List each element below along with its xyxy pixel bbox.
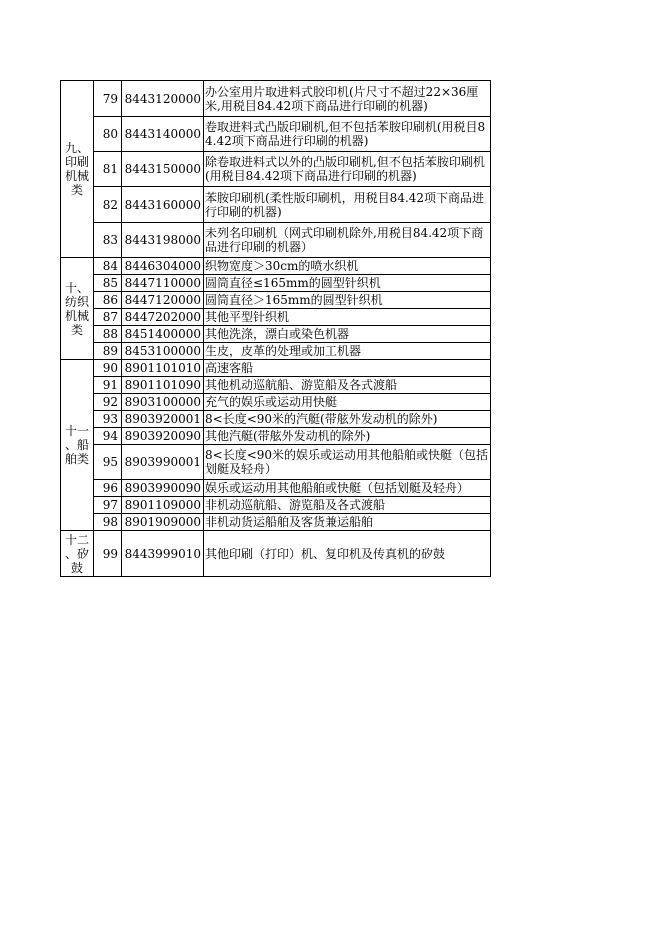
description-text: 生皮，皮革的处理或加工机器 [205, 344, 362, 358]
hs-code-cell [122, 360, 204, 377]
row-number-text: 95 [102, 455, 118, 469]
category-cell: 十、 纺织 机械 类 [61, 258, 94, 360]
table-row [61, 377, 491, 394]
hs-code-cell [122, 445, 204, 480]
description-text: 其他汽艇(带舷外发动机的除外) [205, 429, 371, 443]
row-number-text: 85 [102, 276, 118, 290]
row-number-text: 99 [102, 546, 118, 561]
hs-code-text: 8443160000 [124, 197, 201, 212]
table-row [61, 514, 491, 531]
table-row [61, 360, 491, 377]
description-cell [204, 223, 491, 258]
row-number-text: 96 [102, 481, 118, 495]
description-text: 苯胺印刷机(柔性版印刷机，用税目84.42项下商品进行印刷的机器) [205, 190, 485, 219]
hs-code-cell [122, 531, 204, 577]
description-text: 办公室用片取进料式胶印机(片尺寸不超过22×36厘米,用税目84.42项下商品进行印刷的机器) [205, 84, 479, 113]
hs-code-cell [122, 343, 204, 360]
row-number-cell [94, 343, 122, 360]
description-cell [204, 428, 491, 445]
row-number-cell [94, 480, 122, 497]
description-cell [204, 81, 491, 117]
description-cell [204, 377, 491, 394]
description-text: 其他洗涤，漂白或染色机器 [205, 327, 350, 341]
row-number-text: 87 [102, 310, 118, 324]
row-number-text: 82 [102, 197, 118, 212]
row-number-cell [94, 531, 122, 577]
hs-code-text: 8446304000 [124, 259, 201, 273]
row-number-cell [94, 497, 122, 514]
hs-code-text: 8901909000 [124, 515, 201, 529]
description-cell [204, 292, 491, 309]
table-row [61, 326, 491, 343]
table-row [61, 428, 491, 445]
hs-code-cell [122, 497, 204, 514]
hs-code-text: 8443999010 [124, 546, 201, 561]
hs-code-text: 8443120000 [124, 91, 201, 106]
table-row [61, 258, 491, 275]
hs-code-cell [122, 223, 204, 258]
table-row [61, 223, 491, 258]
hs-code-cell [122, 258, 204, 275]
row-number-text: 86 [102, 293, 118, 307]
description-cell [204, 360, 491, 377]
description-text: 8<长度<90米的汽艇(带舷外发动机的除外) [205, 412, 438, 426]
description-text: 高速客船 [205, 361, 254, 375]
hs-code-text: 8901109000 [124, 498, 201, 512]
hs-code-cell [122, 377, 204, 394]
row-number-text: 91 [102, 378, 118, 392]
row-number-text: 94 [102, 429, 118, 443]
description-cell [204, 497, 491, 514]
hs-code-text: 8901101010 [124, 361, 201, 375]
row-number-cell [94, 81, 122, 117]
hs-code-text: 8447202000 [124, 310, 201, 324]
description-cell [204, 117, 491, 152]
table-row [61, 445, 491, 480]
row-number-cell [94, 309, 122, 326]
table-row [61, 275, 491, 292]
description-text: 织物宽度＞30cm的喷水织机 [205, 259, 359, 273]
row-number-text: 97 [102, 498, 118, 512]
hs-code-text: 8453100000 [124, 344, 201, 358]
table-row [61, 117, 491, 152]
description-text: 非机动货运船舶及客货兼运船舶 [205, 515, 374, 529]
row-number-text: 79 [102, 91, 118, 106]
description-text: 其他印刷（打印）机、复印机及传真机的矽鼓 [205, 546, 446, 561]
row-number-cell [94, 117, 122, 152]
description-text: 娱乐或运动用其他船舶或快艇（包括划艇及轻舟） [205, 481, 470, 495]
description-text: 未列名印刷机（网式印刷机除外,用税目84.42项下商品进行印刷的机器） [205, 226, 484, 254]
table-row [61, 411, 491, 428]
hs-code-text: 8451400000 [124, 327, 201, 341]
description-text: 8<长度<90米的娱乐或运动用其他船舶或快艇（包括划艇及轻舟） [205, 448, 489, 476]
row-number-cell [94, 394, 122, 411]
tariff-table [60, 80, 491, 577]
description-cell [204, 343, 491, 360]
description-cell [204, 326, 491, 343]
description-text: 其他机动巡航船、游览船及各式渡船 [205, 378, 398, 392]
hs-code-cell [122, 117, 204, 152]
description-text: 圆筒直径≤165mm的圆型针织机 [205, 276, 381, 290]
description-cell [204, 445, 491, 480]
hs-code-cell [122, 411, 204, 428]
row-number-cell [94, 223, 122, 258]
hs-code-cell [122, 514, 204, 531]
hs-code-cell [122, 326, 204, 343]
table-row [61, 309, 491, 326]
description-text: 非机动巡航船、游览船及各式渡船 [205, 498, 386, 512]
row-number-text: 89 [102, 344, 118, 358]
hs-code-cell [122, 480, 204, 497]
description-cell [204, 187, 491, 223]
row-number-cell [94, 152, 122, 187]
hs-code-text: 8447120000 [124, 293, 201, 307]
hs-code-cell [122, 292, 204, 309]
tariff-table-body [61, 81, 491, 577]
category-cell: 十一 、船 舶类 [61, 360, 94, 531]
row-number-cell [94, 187, 122, 223]
description-text: 卷取进料式凸版印刷机,但不包括苯胺印刷机(用税目84.42项下商品进行印刷的机器) [205, 120, 486, 148]
table-row [61, 497, 491, 514]
hs-code-cell [122, 428, 204, 445]
description-cell [204, 309, 491, 326]
table-row [61, 343, 491, 360]
hs-code-cell [122, 394, 204, 411]
table-row [61, 81, 491, 117]
description-cell [204, 275, 491, 292]
hs-code-text: 8903100000 [124, 395, 201, 409]
row-number-text: 80 [102, 127, 118, 141]
row-number-cell [94, 275, 122, 292]
table-row [61, 394, 491, 411]
table-row [61, 187, 491, 223]
description-text: 其他平型针织机 [205, 310, 290, 324]
row-number-cell [94, 326, 122, 343]
category-cell: 十二 、矽 鼓 [61, 531, 94, 577]
row-number-cell [94, 514, 122, 531]
hs-code-cell [122, 309, 204, 326]
hs-code-text: 8903990001 [124, 455, 201, 469]
row-number-text: 83 [102, 233, 118, 247]
hs-code-cell [122, 152, 204, 187]
row-number-cell [94, 377, 122, 394]
hs-code-text: 8443150000 [124, 162, 201, 176]
table-row [61, 292, 491, 309]
hs-code-text: 8443140000 [124, 127, 201, 141]
row-number-text: 84 [102, 259, 118, 273]
hs-code-text: 8903990090 [124, 481, 201, 495]
row-number-cell [94, 411, 122, 428]
description-cell [204, 411, 491, 428]
hs-code-cell [122, 275, 204, 292]
table-row [61, 152, 491, 187]
description-text: 除卷取进料式以外的凸版印刷机,但不包括苯胺印刷机(用税目84.42项下商品进行印刷的机器) [205, 155, 485, 183]
row-number-text: 98 [102, 515, 118, 529]
hs-code-cell [122, 187, 204, 223]
hs-code-text: 8903920090 [124, 429, 201, 443]
hs-code-text: 8443198000 [124, 233, 201, 247]
row-number-text: 88 [102, 327, 118, 341]
row-number-cell [94, 258, 122, 275]
hs-code-cell [122, 81, 204, 117]
hs-code-text: 8903920001 [124, 412, 201, 426]
description-cell [204, 258, 491, 275]
description-cell [204, 480, 491, 497]
description-cell [204, 394, 491, 411]
table-row [61, 480, 491, 497]
category-cell: 九、 印刷 机械 类 [61, 81, 94, 258]
row-number-cell [94, 445, 122, 480]
hs-code-text: 8447110000 [124, 276, 201, 290]
description-cell [204, 152, 491, 187]
description-text: 充气的娱乐或运动用快艇 [205, 395, 338, 409]
description-cell [204, 531, 491, 577]
row-number-cell [94, 360, 122, 377]
row-number-text: 90 [102, 361, 118, 375]
description-cell [204, 514, 491, 531]
description-text: 圆筒直径＞165mm的圆型针织机 [205, 293, 383, 307]
row-number-text: 93 [102, 412, 118, 426]
row-number-text: 92 [102, 395, 118, 409]
row-number-text: 81 [102, 162, 118, 176]
row-number-cell [94, 428, 122, 445]
row-number-cell [94, 292, 122, 309]
table-row [61, 531, 491, 577]
hs-code-text: 8901101090 [124, 378, 201, 392]
